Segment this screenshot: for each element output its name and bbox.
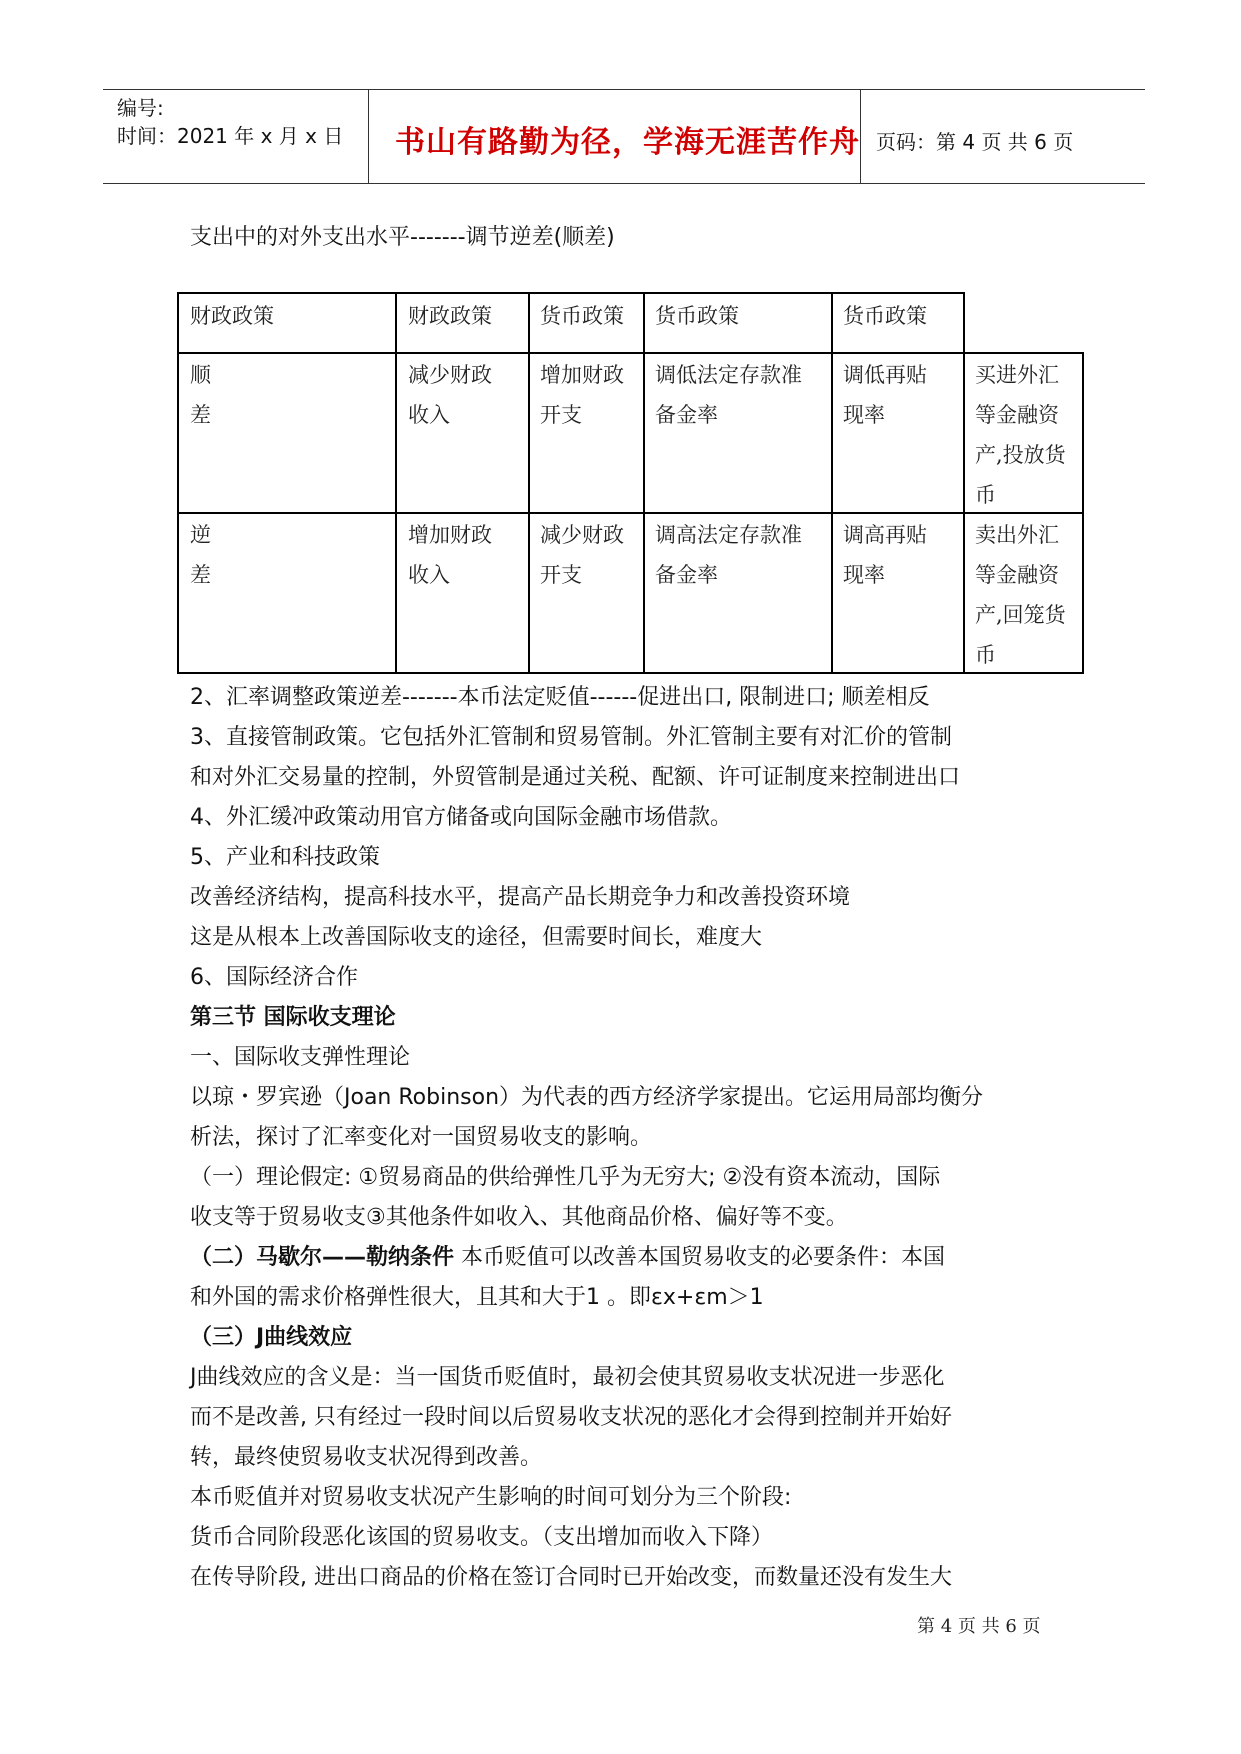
table-header-cell: 货币政策: [655, 304, 739, 328]
body-line: 5、产业和科技政策: [190, 845, 380, 870]
body-line: 而不是改善, 只有经过一段时间以后贸易收支状况的恶化才会得到控制并开始好: [190, 1405, 952, 1430]
body-line: 6、国际经济合作: [190, 965, 358, 990]
table-rule: [177, 512, 1084, 514]
body-line: 这是从根本上改善国际收支的途径，但需要时间长，难度大: [190, 925, 763, 950]
body-line: J曲线效应的含义是：当一国货币贬值时，最初会使其贸易收支状况进一步恶化: [190, 1365, 945, 1390]
body-line: 一、国际收支弹性理论: [190, 1045, 411, 1070]
table-header-cell: 财政政策: [190, 304, 274, 328]
table-cell: 币: [975, 483, 996, 507]
table-rule: [177, 292, 965, 294]
body-line: 和对外汇交易量的控制，外贸管制是通过关税、配额、许可证制度来控制进出口: [190, 765, 961, 790]
table-cell: 等金融资: [975, 403, 1059, 427]
intro-line: 支出中的对外支出水平-------调节逆差(顺差): [190, 225, 615, 250]
body-line: 析法，探讨了汇率变化对一国贸易收支的影响。: [190, 1125, 653, 1150]
body-line: 转，最终使贸易收支状况得到改善。: [190, 1445, 543, 1470]
table-rule: [177, 672, 1084, 674]
subheading: （三）J曲线效应: [190, 1325, 353, 1350]
page-footer: 第 4 页 共 6 页: [917, 1616, 1041, 1637]
body-line: 在传导阶段, 进出口商品的价格在签订合同时已开始改变，而数量还没有发生大: [190, 1565, 952, 1590]
table-cell: 产,投放货: [975, 443, 1066, 467]
table-rule: [1082, 352, 1084, 673]
table-cell: 增加财政: [408, 523, 492, 547]
table-cell: 调高再贴: [843, 523, 927, 547]
header-time-label: 时间：2021 年 x 月 x 日: [117, 124, 344, 148]
table-rule: [831, 292, 833, 673]
table-rule: [177, 352, 1084, 354]
table-cell: 减少财政: [408, 363, 492, 387]
table-cell: 开支: [540, 403, 582, 427]
table-cell: 开支: [540, 563, 582, 587]
body-line: 2、汇率调整政策逆差-------本币法定贬值------促进出口, 限制进口; 顺差相反: [190, 685, 930, 710]
body-line-with-heading: [190, 1242, 945, 1274]
table-cell: 现率: [843, 563, 885, 587]
table-cell: 逆: [190, 523, 211, 547]
header-number-label: 编号:: [117, 96, 164, 120]
table-cell: 备金率: [655, 563, 718, 587]
table-cell: 币: [975, 643, 996, 667]
table-cell: 调低再贴: [843, 363, 927, 387]
table-rule: [177, 292, 179, 673]
section-heading: 第三节 国际收支理论: [190, 1005, 396, 1030]
body-line: 和外国的需求价格弹性很大，且其和大于1 。即εx+εm＞1: [190, 1285, 764, 1310]
table-rule: [963, 292, 965, 673]
body-text-span: 本币贬值可以改善本国贸易收支的必要条件：本国: [454, 1245, 946, 1270]
table-cell: 等金融资: [975, 563, 1059, 587]
table-header-cell: 货币政策: [843, 304, 927, 328]
table-cell: 备金率: [655, 403, 718, 427]
body-line: 4、外汇缓冲政策动用官方储备或向国际金融市场借款。: [190, 805, 732, 830]
table-cell: 现率: [843, 403, 885, 427]
table-cell: 收入: [408, 403, 450, 427]
body-line: 3、直接管制政策。它包括外汇管制和贸易管制。外汇管制主要有对汇价的管制: [190, 725, 952, 750]
header-divider-right: [860, 90, 861, 184]
header-bottom-rule: [103, 183, 1145, 184]
table-cell: 调低法定存款准: [655, 363, 802, 387]
table-cell: 收入: [408, 563, 450, 587]
body-line: 本币贬值并对贸易收支状况产生影响的时间可划分为三个阶段:: [190, 1485, 792, 1510]
body-line: 收支等于贸易收支③其他条件如收入、其他商品价格、偏好等不变。: [190, 1205, 848, 1230]
subheading: （二）马歇尔——勒纳条件: [190, 1245, 455, 1270]
table-rule: [528, 292, 530, 673]
table-cell: 调高法定存款准: [655, 523, 802, 547]
table-cell: 差: [190, 403, 211, 427]
header-motto: 书山有路勤为径，学海无涯苦作舟: [395, 125, 860, 160]
table-cell: 买进外汇: [975, 363, 1059, 387]
header-page-label: 页码：第 4 页 共 6 页: [876, 130, 1074, 154]
table-header-cell: 财政政策: [408, 304, 492, 328]
table-cell: 顺: [190, 363, 211, 387]
table-cell: 产,回笼货: [975, 603, 1066, 627]
body-line: 以琼・罗宾逊（Joan Robinson）为代表的西方经济学家提出。它运用局部均衡分: [190, 1085, 984, 1110]
table-header-cell: 货币政策: [540, 304, 624, 328]
table-rule: [395, 292, 397, 673]
header-top-rule: [103, 89, 1145, 90]
body-line: 改善经济结构，提高科技水平，提高产品长期竞争力和改善投资环境: [190, 885, 851, 910]
header-divider-left: [368, 90, 369, 184]
table-cell: 减少财政: [540, 523, 624, 547]
table-cell: 卖出外汇: [975, 523, 1059, 547]
table-cell: 差: [190, 563, 211, 587]
table-cell: 增加财政: [540, 363, 624, 387]
body-line: 货币合同阶段恶化该国的贸易收支。（支出增加而收入下降）: [190, 1525, 774, 1550]
body-line: （一）理论假定: ①贸易商品的供给弹性几乎为无穷大; ②没有资本流动，国际: [190, 1165, 941, 1190]
table-rule: [643, 292, 645, 673]
